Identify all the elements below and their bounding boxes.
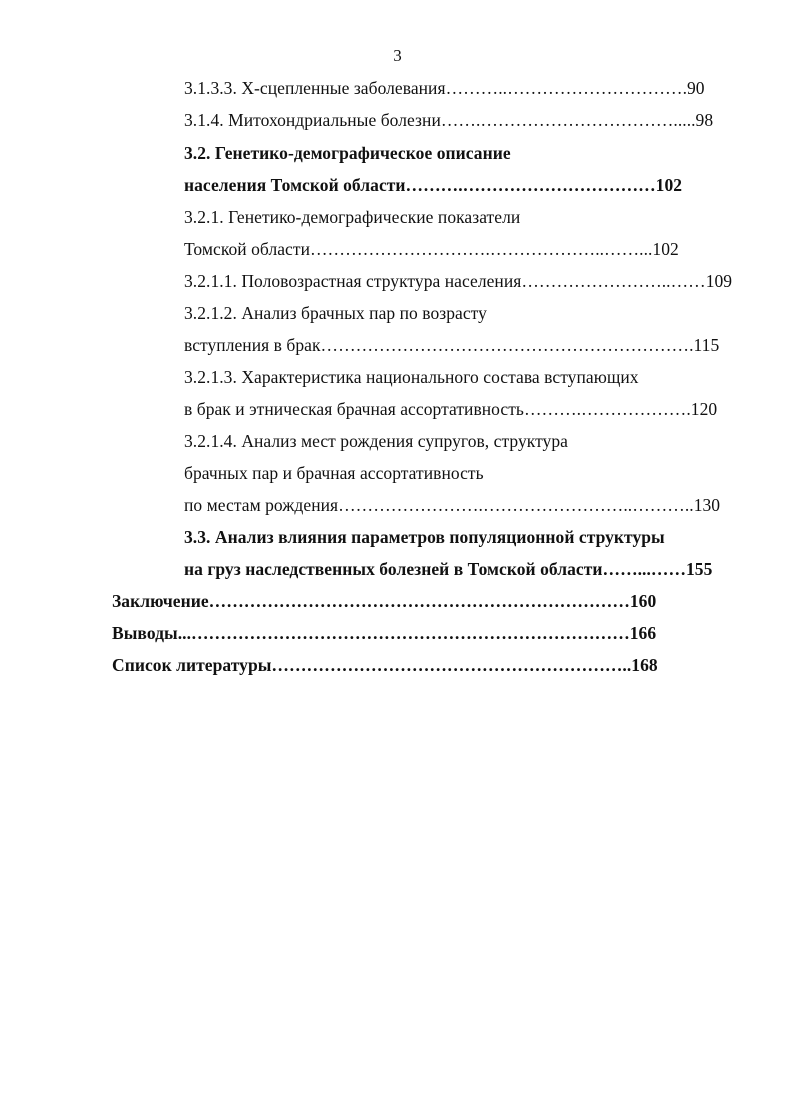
toc-entry: 3.1.4. Митохондриальные болезни…….…………………………….....98 [184,110,714,130]
toc-entry: 3.2.1. Генетико-демографические показатели [184,207,521,227]
toc-entry: в брак и этническая брачная ассортативность……….……………….120 [184,399,718,419]
toc-entry: по местам рождения…………………….……………………..………..130 [184,495,721,515]
toc-entry: 3.2. Генетико-демографическое описание [184,143,511,163]
toc-entry: на груз наследственных болезней в Томской области……...……155 [184,559,713,579]
toc-entry: вступления в брак……………………………………………………….115 [184,335,720,355]
toc-entry: Томской области………………………….………………..……...102 [184,239,679,259]
toc-entry: 3.2.1.1. Половозрастная структура населения……………………..……109 [184,271,733,291]
toc-entry: 3.3. Анализ влияния параметров популяционной структуры [184,527,665,547]
toc-entry: брачных пар и брачная ассортативность [184,463,484,483]
page-number: 3 [393,46,402,65]
toc-entry: 3.2.1.3. Характеристика национального состава вступающих [184,367,639,387]
toc-entry: Заключение………………………………………………………………160 [112,591,657,611]
toc-entry: 3.1.3.3. Х-сцепленные заболевания………..………………………….90 [184,78,705,98]
toc-entry: Выводы...…………………………………………………………………166 [112,623,657,643]
toc-entry: населения Томской области……….……………………………102 [184,175,683,195]
toc-entry: Список литературы……………………………………………………..168 [112,655,658,675]
toc-entry: 3.2.1.2. Анализ брачных пар по возрасту [184,303,487,323]
toc-entry: 3.2.1.4. Анализ мест рождения супругов, структура [184,431,568,451]
